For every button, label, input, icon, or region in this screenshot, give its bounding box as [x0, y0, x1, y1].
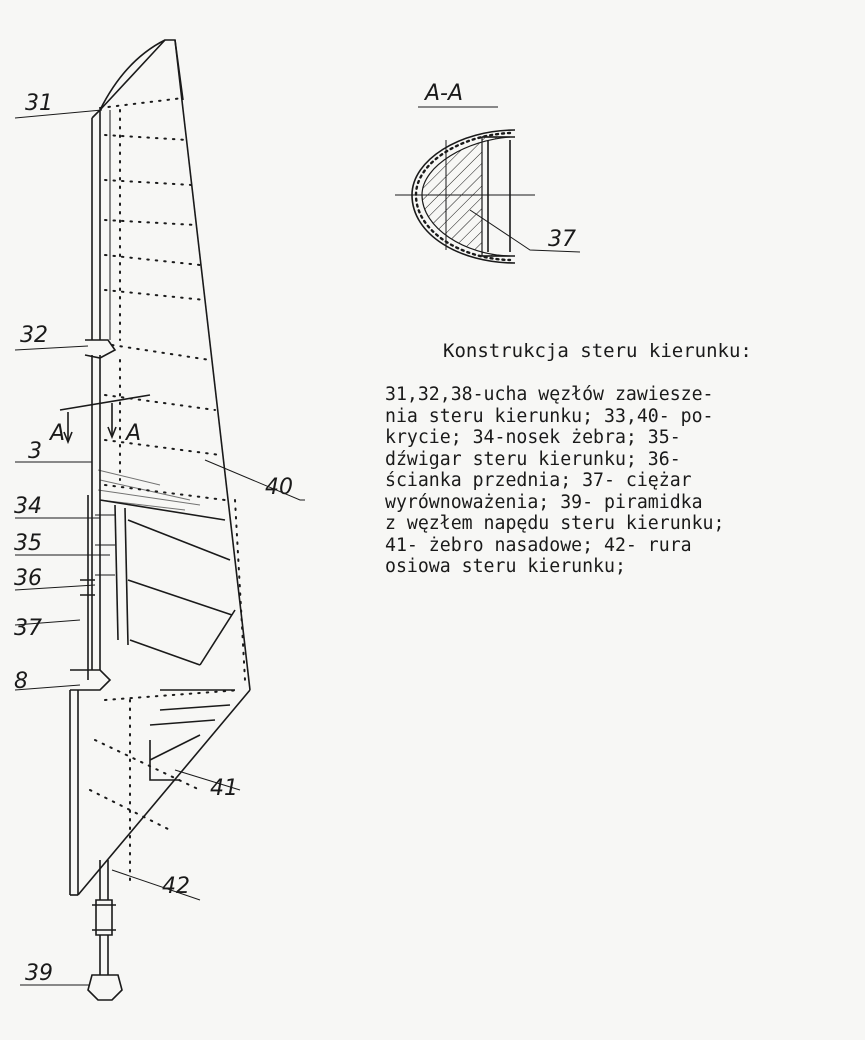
- caption: [385, 340, 855, 578]
- section-cut-arrows: [48, 395, 150, 446]
- callout-34: 34: [14, 494, 42, 519]
- callout-33: 3: [28, 439, 42, 464]
- callout-37: 37: [14, 616, 42, 641]
- callout-39: 39: [25, 961, 53, 986]
- caption-line: wyrównoważenia; 39- piramidka: [385, 491, 703, 513]
- callout-32: 32: [20, 323, 48, 348]
- callouts: [14, 91, 305, 986]
- section-a-a: [395, 81, 580, 263]
- section-title: A-A: [425, 81, 464, 106]
- callout-35: 35: [14, 531, 42, 556]
- caption-line: dźwigar steru kierunku; 36-: [385, 448, 681, 470]
- rivet-lines: [90, 98, 245, 880]
- caption-line: osiowa steru kierunku;: [385, 556, 626, 577]
- callout-40: 40: [265, 475, 293, 500]
- caption-line: 41- żebro nasadowe; 42- rura: [385, 534, 692, 556]
- cut-label-left: A: [50, 421, 66, 446]
- section-callout-37: 37: [548, 227, 576, 252]
- callout-42: 42: [162, 874, 190, 899]
- caption-line: 31,32,38-ucha węzłów zawiesze-: [385, 384, 714, 405]
- caption-title: Konstrukcja steru kierunku:: [443, 340, 752, 362]
- callout-31: 31: [25, 91, 53, 116]
- caption-legend: [385, 384, 855, 578]
- callout-38: 8: [14, 669, 28, 694]
- cut-label-right: A: [126, 421, 142, 446]
- caption-line: krycie; 34-nosek żebra; 35-: [385, 427, 681, 448]
- caption-line: ścianka przednia; 37- ciężar: [385, 470, 692, 491]
- callout-36: 36: [14, 566, 42, 591]
- caption-line: nia steru kierunku; 33,40- po-: [385, 405, 714, 427]
- axis-tube: [88, 860, 122, 1000]
- callout-41: 41: [210, 776, 238, 801]
- caption-line: z węzłem napędu steru kierunku;: [385, 513, 725, 534]
